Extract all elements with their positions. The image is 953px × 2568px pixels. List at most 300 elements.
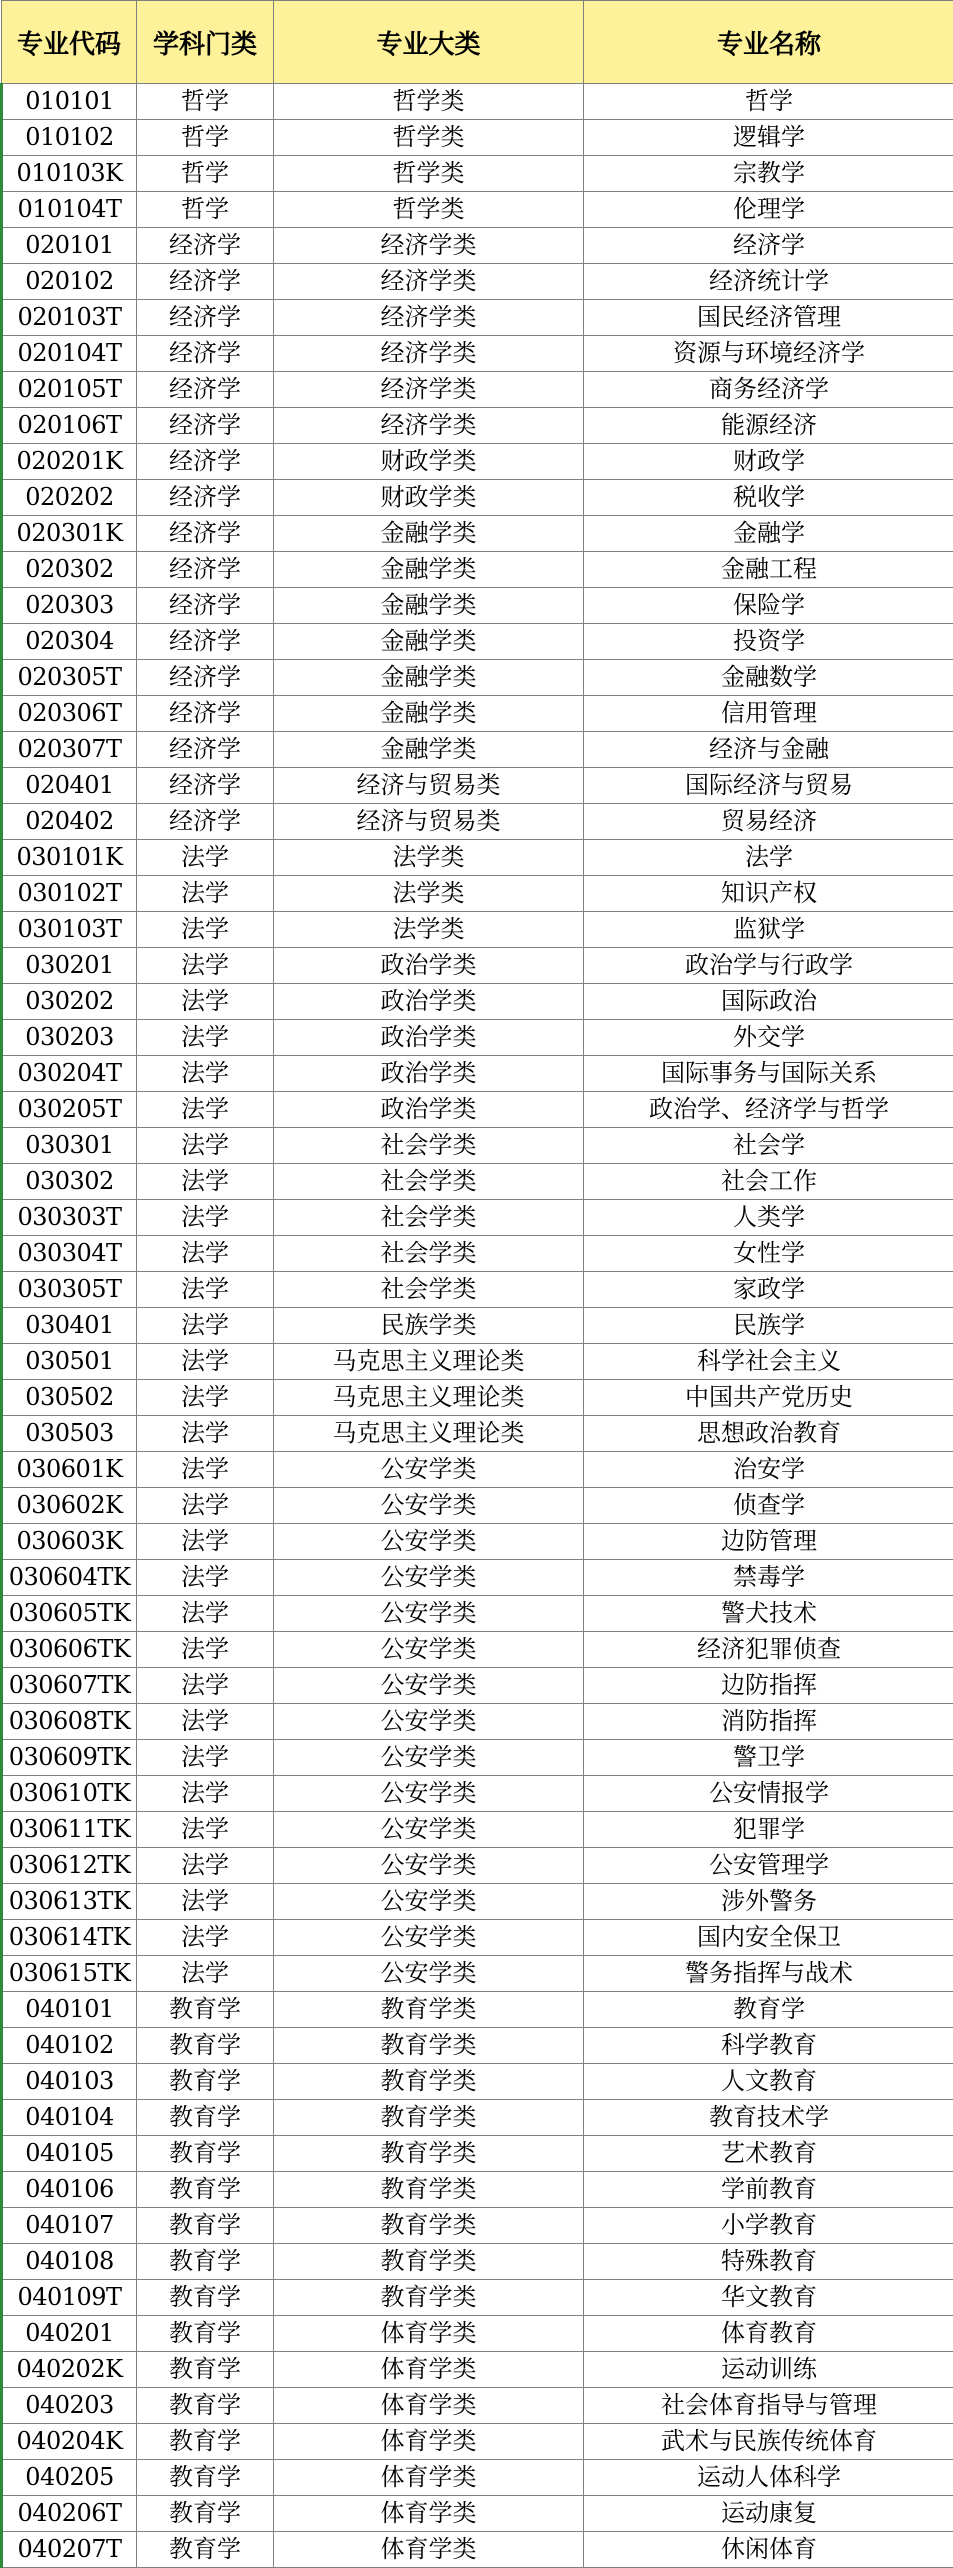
cell-major-category[interactable]: 公安学类 xyxy=(274,1632,584,1668)
cell-major-name[interactable]: 运动训练 xyxy=(584,2352,953,2388)
table-row[interactable] xyxy=(2,1020,953,1056)
cell-major-name[interactable]: 运动人体科学 xyxy=(584,2460,953,2496)
cell-major-category[interactable]: 政治学类 xyxy=(274,948,584,984)
cell-major-category[interactable]: 公安学类 xyxy=(274,1704,584,1740)
cell-major-name[interactable]: 家政学 xyxy=(584,1272,953,1308)
cell-major-category[interactable]: 教育学类 xyxy=(274,1992,584,2028)
cell-major-code[interactable]: 040207T xyxy=(2,2532,137,2568)
table-row[interactable] xyxy=(2,1092,953,1128)
cell-major-code[interactable]: 030605TK xyxy=(2,1596,137,1632)
cell-major-name[interactable]: 消防指挥 xyxy=(584,1704,953,1740)
table-row[interactable] xyxy=(2,2244,953,2280)
table-row[interactable] xyxy=(2,804,953,840)
cell-major-name[interactable]: 小学教育 xyxy=(584,2208,953,2244)
cell-major-name[interactable]: 金融学 xyxy=(584,516,953,552)
cell-major-category[interactable]: 哲学类 xyxy=(274,156,584,192)
cell-discipline[interactable]: 教育学 xyxy=(137,2496,274,2532)
table-row[interactable] xyxy=(2,2424,953,2460)
table-row[interactable] xyxy=(2,1560,953,1596)
header-major-category[interactable]: 专业大类 xyxy=(274,1,584,84)
cell-discipline[interactable]: 教育学 xyxy=(137,2100,274,2136)
table-row[interactable] xyxy=(2,1992,953,2028)
cell-discipline[interactable]: 法学 xyxy=(137,1560,274,1596)
cell-discipline[interactable]: 法学 xyxy=(137,1884,274,1920)
cell-major-category[interactable]: 法学类 xyxy=(274,876,584,912)
cell-discipline[interactable]: 法学 xyxy=(137,1668,274,1704)
cell-discipline[interactable]: 经济学 xyxy=(137,804,274,840)
cell-major-category[interactable]: 政治学类 xyxy=(274,1020,584,1056)
table-row[interactable] xyxy=(2,624,953,660)
cell-major-code[interactable]: 040107 xyxy=(2,2208,137,2244)
cell-major-code[interactable]: 040108 xyxy=(2,2244,137,2280)
cell-major-name[interactable]: 国内安全保卫 xyxy=(584,1920,953,1956)
cell-major-code[interactable]: 030103T xyxy=(2,912,137,948)
table-row[interactable] xyxy=(2,192,953,228)
cell-major-name[interactable]: 科学社会主义 xyxy=(584,1344,953,1380)
cell-major-name[interactable]: 公安情报学 xyxy=(584,1776,953,1812)
cell-major-category[interactable]: 公安学类 xyxy=(274,1596,584,1632)
cell-discipline[interactable]: 教育学 xyxy=(137,2424,274,2460)
cell-major-code[interactable]: 030611TK xyxy=(2,1812,137,1848)
cell-major-code[interactable]: 030301 xyxy=(2,1128,137,1164)
table-row[interactable] xyxy=(2,516,953,552)
cell-major-name[interactable]: 女性学 xyxy=(584,1236,953,1272)
cell-major-name[interactable]: 中国共产党历史 xyxy=(584,1380,953,1416)
cell-major-code[interactable]: 040206T xyxy=(2,2496,137,2532)
cell-major-code[interactable]: 020102 xyxy=(2,264,137,300)
cell-major-category[interactable]: 财政学类 xyxy=(274,480,584,516)
cell-major-category[interactable]: 公安学类 xyxy=(274,1668,584,1704)
cell-major-code[interactable]: 010102 xyxy=(2,120,137,156)
cell-major-category[interactable]: 马克思主义理论类 xyxy=(274,1380,584,1416)
cell-major-code[interactable]: 030303T xyxy=(2,1200,137,1236)
cell-discipline[interactable]: 教育学 xyxy=(137,2136,274,2172)
cell-major-category[interactable]: 经济与贸易类 xyxy=(274,804,584,840)
cell-major-code[interactable]: 030305T xyxy=(2,1272,137,1308)
cell-major-code[interactable]: 040204K xyxy=(2,2424,137,2460)
cell-major-code[interactable]: 030608TK xyxy=(2,1704,137,1740)
cell-discipline[interactable]: 法学 xyxy=(137,1056,274,1092)
table-row[interactable] xyxy=(2,2388,953,2424)
cell-discipline[interactable]: 法学 xyxy=(137,1020,274,1056)
table-row[interactable] xyxy=(2,1920,953,1956)
cell-major-category[interactable]: 法学类 xyxy=(274,912,584,948)
cell-discipline[interactable]: 教育学 xyxy=(137,2244,274,2280)
cell-major-name[interactable]: 华文教育 xyxy=(584,2280,953,2316)
cell-major-category[interactable]: 经济学类 xyxy=(274,372,584,408)
cell-major-category[interactable]: 哲学类 xyxy=(274,192,584,228)
table-row[interactable] xyxy=(2,768,953,804)
cell-major-category[interactable]: 金融学类 xyxy=(274,660,584,696)
cell-major-name[interactable]: 艺术教育 xyxy=(584,2136,953,2172)
cell-major-name[interactable]: 警卫学 xyxy=(584,1740,953,1776)
cell-discipline[interactable]: 经济学 xyxy=(137,624,274,660)
cell-major-code[interactable]: 030101K xyxy=(2,840,137,876)
cell-major-category[interactable]: 财政学类 xyxy=(274,444,584,480)
cell-major-name[interactable]: 商务经济学 xyxy=(584,372,953,408)
cell-major-category[interactable]: 体育学类 xyxy=(274,2460,584,2496)
table-row[interactable] xyxy=(2,2100,953,2136)
cell-major-category[interactable]: 经济学类 xyxy=(274,336,584,372)
cell-major-name[interactable]: 教育学 xyxy=(584,1992,953,2028)
cell-major-category[interactable]: 教育学类 xyxy=(274,2064,584,2100)
cell-major-name[interactable]: 保险学 xyxy=(584,588,953,624)
cell-major-category[interactable]: 教育学类 xyxy=(274,2280,584,2316)
cell-discipline[interactable]: 法学 xyxy=(137,1092,274,1128)
cell-major-code[interactable]: 020103T xyxy=(2,300,137,336)
cell-discipline[interactable]: 法学 xyxy=(137,1956,274,1992)
cell-major-code[interactable]: 030604TK xyxy=(2,1560,137,1596)
cell-major-category[interactable]: 教育学类 xyxy=(274,2028,584,2064)
cell-major-name[interactable]: 信用管理 xyxy=(584,696,953,732)
cell-major-category[interactable]: 经济与贸易类 xyxy=(274,768,584,804)
cell-major-code[interactable]: 020305T xyxy=(2,660,137,696)
table-row[interactable] xyxy=(2,1524,953,1560)
cell-discipline[interactable]: 法学 xyxy=(137,1236,274,1272)
cell-major-code[interactable]: 030613TK xyxy=(2,1884,137,1920)
cell-major-name[interactable]: 税收学 xyxy=(584,480,953,516)
cell-major-code[interactable]: 040103 xyxy=(2,2064,137,2100)
cell-major-category[interactable]: 公安学类 xyxy=(274,1776,584,1812)
cell-discipline[interactable]: 法学 xyxy=(137,1848,274,1884)
cell-discipline[interactable]: 经济学 xyxy=(137,372,274,408)
cell-major-category[interactable]: 政治学类 xyxy=(274,1092,584,1128)
table-row[interactable] xyxy=(2,1056,953,1092)
cell-major-category[interactable]: 公安学类 xyxy=(274,1884,584,1920)
cell-major-name[interactable]: 能源经济 xyxy=(584,408,953,444)
cell-discipline[interactable]: 法学 xyxy=(137,1776,274,1812)
cell-major-name[interactable]: 社会工作 xyxy=(584,1164,953,1200)
cell-major-name[interactable]: 人文教育 xyxy=(584,2064,953,2100)
cell-discipline[interactable]: 经济学 xyxy=(137,732,274,768)
cell-major-category[interactable]: 体育学类 xyxy=(274,2496,584,2532)
cell-major-category[interactable]: 体育学类 xyxy=(274,2424,584,2460)
cell-major-name[interactable]: 国际经济与贸易 xyxy=(584,768,953,804)
cell-discipline[interactable]: 法学 xyxy=(137,840,274,876)
table-row[interactable] xyxy=(2,1272,953,1308)
cell-major-code[interactable]: 030304T xyxy=(2,1236,137,1272)
cell-major-name[interactable]: 治安学 xyxy=(584,1452,953,1488)
table-row[interactable] xyxy=(2,660,953,696)
cell-major-code[interactable]: 040101 xyxy=(2,1992,137,2028)
cell-major-code[interactable]: 030606TK xyxy=(2,1632,137,1668)
cell-major-category[interactable]: 公安学类 xyxy=(274,1920,584,1956)
table-row[interactable] xyxy=(2,840,953,876)
cell-major-name[interactable]: 宗教学 xyxy=(584,156,953,192)
table-row[interactable] xyxy=(2,480,953,516)
cell-major-name[interactable]: 公安管理学 xyxy=(584,1848,953,1884)
cell-discipline[interactable]: 经济学 xyxy=(137,588,274,624)
table-row[interactable] xyxy=(2,336,953,372)
cell-major-category[interactable]: 金融学类 xyxy=(274,624,584,660)
cell-discipline[interactable]: 经济学 xyxy=(137,444,274,480)
cell-major-name[interactable]: 贸易经济 xyxy=(584,804,953,840)
cell-major-category[interactable]: 公安学类 xyxy=(274,1956,584,1992)
table-row[interactable] xyxy=(2,2064,953,2100)
table-row[interactable] xyxy=(2,1668,953,1704)
cell-major-category[interactable]: 金融学类 xyxy=(274,696,584,732)
cell-major-name[interactable]: 投资学 xyxy=(584,624,953,660)
cell-major-category[interactable]: 法学类 xyxy=(274,840,584,876)
cell-major-name[interactable]: 特殊教育 xyxy=(584,2244,953,2280)
table-row[interactable] xyxy=(2,1308,953,1344)
cell-discipline[interactable]: 法学 xyxy=(137,948,274,984)
cell-discipline[interactable]: 经济学 xyxy=(137,480,274,516)
cell-major-code[interactable]: 040102 xyxy=(2,2028,137,2064)
cell-discipline[interactable]: 法学 xyxy=(137,912,274,948)
cell-discipline[interactable]: 哲学 xyxy=(137,156,274,192)
cell-major-category[interactable]: 哲学类 xyxy=(274,84,584,120)
table-row[interactable] xyxy=(2,552,953,588)
cell-discipline[interactable]: 法学 xyxy=(137,1452,274,1488)
cell-discipline[interactable]: 教育学 xyxy=(137,2460,274,2496)
cell-discipline[interactable]: 法学 xyxy=(137,1416,274,1452)
cell-major-name[interactable]: 金融工程 xyxy=(584,552,953,588)
cell-discipline[interactable]: 法学 xyxy=(137,984,274,1020)
cell-discipline[interactable]: 法学 xyxy=(137,876,274,912)
cell-major-category[interactable]: 体育学类 xyxy=(274,2532,584,2568)
cell-major-category[interactable]: 社会学类 xyxy=(274,1200,584,1236)
cell-major-code[interactable]: 030612TK xyxy=(2,1848,137,1884)
cell-major-category[interactable]: 政治学类 xyxy=(274,1056,584,1092)
cell-major-name[interactable]: 财政学 xyxy=(584,444,953,480)
table-row[interactable] xyxy=(2,2208,953,2244)
cell-major-name[interactable]: 边防指挥 xyxy=(584,1668,953,1704)
table-row[interactable] xyxy=(2,444,953,480)
cell-major-name[interactable]: 警犬技术 xyxy=(584,1596,953,1632)
cell-major-name[interactable]: 科学教育 xyxy=(584,2028,953,2064)
cell-discipline[interactable]: 经济学 xyxy=(137,300,274,336)
cell-major-code[interactable]: 020105T xyxy=(2,372,137,408)
cell-discipline[interactable]: 法学 xyxy=(137,1596,274,1632)
cell-major-name[interactable]: 涉外警务 xyxy=(584,1884,953,1920)
table-row[interactable] xyxy=(2,588,953,624)
cell-major-category[interactable]: 金融学类 xyxy=(274,516,584,552)
cell-major-category[interactable]: 社会学类 xyxy=(274,1164,584,1200)
cell-major-category[interactable]: 经济学类 xyxy=(274,300,584,336)
cell-major-code[interactable]: 030401 xyxy=(2,1308,137,1344)
table-row[interactable] xyxy=(2,948,953,984)
cell-discipline[interactable]: 法学 xyxy=(137,1920,274,1956)
cell-major-code[interactable]: 030603K xyxy=(2,1524,137,1560)
cell-discipline[interactable]: 教育学 xyxy=(137,2208,274,2244)
cell-discipline[interactable]: 经济学 xyxy=(137,408,274,444)
table-row[interactable] xyxy=(2,2172,953,2208)
cell-major-category[interactable]: 马克思主义理论类 xyxy=(274,1344,584,1380)
cell-major-category[interactable]: 社会学类 xyxy=(274,1236,584,1272)
cell-major-name[interactable]: 国民经济管理 xyxy=(584,300,953,336)
cell-major-code[interactable]: 020301K xyxy=(2,516,137,552)
cell-major-code[interactable]: 040105 xyxy=(2,2136,137,2172)
table-row[interactable] xyxy=(2,876,953,912)
cell-major-name[interactable]: 警务指挥与战术 xyxy=(584,1956,953,1992)
cell-major-name[interactable]: 人类学 xyxy=(584,1200,953,1236)
cell-major-name[interactable]: 经济学 xyxy=(584,228,953,264)
cell-discipline[interactable]: 经济学 xyxy=(137,768,274,804)
table-row[interactable] xyxy=(2,1344,953,1380)
cell-major-name[interactable]: 伦理学 xyxy=(584,192,953,228)
table-row[interactable] xyxy=(2,1416,953,1452)
cell-major-code[interactable]: 010103K xyxy=(2,156,137,192)
cell-major-name[interactable]: 思想政治教育 xyxy=(584,1416,953,1452)
cell-major-code[interactable]: 040202K xyxy=(2,2352,137,2388)
table-row[interactable] xyxy=(2,2136,953,2172)
cell-discipline[interactable]: 经济学 xyxy=(137,336,274,372)
cell-major-name[interactable]: 休闲体育 xyxy=(584,2532,953,2568)
cell-major-name[interactable]: 运动康复 xyxy=(584,2496,953,2532)
table-row[interactable] xyxy=(2,1812,953,1848)
cell-major-category[interactable]: 经济学类 xyxy=(274,264,584,300)
cell-major-category[interactable]: 公安学类 xyxy=(274,1740,584,1776)
cell-major-code[interactable]: 030601K xyxy=(2,1452,137,1488)
cell-discipline[interactable]: 经济学 xyxy=(137,696,274,732)
cell-discipline[interactable]: 法学 xyxy=(137,1488,274,1524)
cell-discipline[interactable]: 法学 xyxy=(137,1128,274,1164)
cell-major-code[interactable]: 040104 xyxy=(2,2100,137,2136)
table-row[interactable] xyxy=(2,300,953,336)
cell-major-code[interactable]: 020104T xyxy=(2,336,137,372)
cell-discipline[interactable]: 教育学 xyxy=(137,2388,274,2424)
table-row[interactable] xyxy=(2,1740,953,1776)
cell-major-code[interactable]: 020101 xyxy=(2,228,137,264)
cell-discipline[interactable]: 经济学 xyxy=(137,552,274,588)
table-row[interactable] xyxy=(2,2352,953,2388)
cell-major-category[interactable]: 教育学类 xyxy=(274,2100,584,2136)
table-row[interactable] xyxy=(2,1200,953,1236)
table-row[interactable] xyxy=(2,156,953,192)
cell-discipline[interactable]: 经济学 xyxy=(137,660,274,696)
cell-major-code[interactable]: 040203 xyxy=(2,2388,137,2424)
cell-major-code[interactable]: 030205T xyxy=(2,1092,137,1128)
cell-discipline[interactable]: 哲学 xyxy=(137,84,274,120)
table-row[interactable] xyxy=(2,264,953,300)
cell-discipline[interactable]: 经济学 xyxy=(137,264,274,300)
cell-major-name[interactable]: 教育技术学 xyxy=(584,2100,953,2136)
cell-major-category[interactable]: 民族学类 xyxy=(274,1308,584,1344)
cell-major-name[interactable]: 体育教育 xyxy=(584,2316,953,2352)
table-row[interactable] xyxy=(2,1128,953,1164)
table-row[interactable] xyxy=(2,2280,953,2316)
cell-major-code[interactable]: 020302 xyxy=(2,552,137,588)
cell-major-name[interactable]: 经济与金融 xyxy=(584,732,953,768)
cell-major-category[interactable]: 公安学类 xyxy=(274,1848,584,1884)
table-row[interactable] xyxy=(2,1848,953,1884)
cell-major-code[interactable]: 030203 xyxy=(2,1020,137,1056)
cell-major-code[interactable]: 020306T xyxy=(2,696,137,732)
header-major-code[interactable]: 专业代码 xyxy=(2,1,137,84)
cell-discipline[interactable]: 法学 xyxy=(137,1308,274,1344)
cell-discipline[interactable]: 教育学 xyxy=(137,2172,274,2208)
table-row[interactable] xyxy=(2,2496,953,2532)
cell-major-code[interactable]: 040109T xyxy=(2,2280,137,2316)
table-row[interactable] xyxy=(2,1704,953,1740)
cell-major-code[interactable]: 030502 xyxy=(2,1380,137,1416)
cell-discipline[interactable]: 教育学 xyxy=(137,2316,274,2352)
cell-major-code[interactable]: 030201 xyxy=(2,948,137,984)
cell-major-name[interactable]: 社会学 xyxy=(584,1128,953,1164)
cell-major-code[interactable]: 030503 xyxy=(2,1416,137,1452)
cell-major-category[interactable]: 社会学类 xyxy=(274,1272,584,1308)
cell-major-category[interactable]: 教育学类 xyxy=(274,2244,584,2280)
cell-major-name[interactable]: 侦查学 xyxy=(584,1488,953,1524)
cell-major-name[interactable]: 知识产权 xyxy=(584,876,953,912)
table-row[interactable] xyxy=(2,120,953,156)
table-row[interactable] xyxy=(2,1164,953,1200)
cell-major-code[interactable]: 030610TK xyxy=(2,1776,137,1812)
cell-major-name[interactable]: 哲学 xyxy=(584,84,953,120)
cell-major-category[interactable]: 教育学类 xyxy=(274,2172,584,2208)
cell-discipline[interactable]: 法学 xyxy=(137,1632,274,1668)
table-row[interactable] xyxy=(2,2460,953,2496)
table-row[interactable] xyxy=(2,84,953,120)
table-row[interactable] xyxy=(2,228,953,264)
cell-major-code[interactable]: 030204T xyxy=(2,1056,137,1092)
cell-major-category[interactable]: 公安学类 xyxy=(274,1488,584,1524)
cell-major-code[interactable]: 030202 xyxy=(2,984,137,1020)
cell-major-name[interactable]: 政治学、经济学与哲学 xyxy=(584,1092,953,1128)
cell-major-category[interactable]: 公安学类 xyxy=(274,1524,584,1560)
cell-major-name[interactable]: 学前教育 xyxy=(584,2172,953,2208)
cell-discipline[interactable]: 经济学 xyxy=(137,228,274,264)
cell-discipline[interactable]: 教育学 xyxy=(137,2352,274,2388)
cell-major-code[interactable]: 020201K xyxy=(2,444,137,480)
cell-discipline[interactable]: 哲学 xyxy=(137,192,274,228)
table-row[interactable] xyxy=(2,372,953,408)
table-row[interactable] xyxy=(2,1956,953,1992)
cell-major-code[interactable]: 030615TK xyxy=(2,1956,137,1992)
table-row[interactable] xyxy=(2,1596,953,1632)
cell-major-name[interactable]: 禁毒学 xyxy=(584,1560,953,1596)
cell-discipline[interactable]: 法学 xyxy=(137,1164,274,1200)
cell-major-code[interactable]: 030602K xyxy=(2,1488,137,1524)
cell-major-name[interactable]: 外交学 xyxy=(584,1020,953,1056)
cell-major-code[interactable]: 010104T xyxy=(2,192,137,228)
cell-discipline[interactable]: 法学 xyxy=(137,1740,274,1776)
cell-major-code[interactable]: 020307T xyxy=(2,732,137,768)
cell-major-category[interactable]: 金融学类 xyxy=(274,732,584,768)
table-row[interactable] xyxy=(2,2316,953,2352)
table-row[interactable] xyxy=(2,1380,953,1416)
cell-discipline[interactable]: 法学 xyxy=(137,1200,274,1236)
cell-major-name[interactable]: 经济犯罪侦查 xyxy=(584,1632,953,1668)
cell-major-category[interactable]: 公安学类 xyxy=(274,1560,584,1596)
table-row[interactable] xyxy=(2,984,953,1020)
cell-discipline[interactable]: 教育学 xyxy=(137,1992,274,2028)
cell-major-name[interactable]: 民族学 xyxy=(584,1308,953,1344)
cell-major-name[interactable]: 监狱学 xyxy=(584,912,953,948)
cell-major-code[interactable]: 040106 xyxy=(2,2172,137,2208)
table-row[interactable] xyxy=(2,408,953,444)
cell-major-category[interactable]: 体育学类 xyxy=(274,2352,584,2388)
cell-major-code[interactable]: 040201 xyxy=(2,2316,137,2352)
cell-major-code[interactable]: 030501 xyxy=(2,1344,137,1380)
cell-major-code[interactable]: 030302 xyxy=(2,1164,137,1200)
header-major-name[interactable]: 专业名称 xyxy=(584,1,953,84)
cell-discipline[interactable]: 经济学 xyxy=(137,516,274,552)
cell-discipline[interactable]: 教育学 xyxy=(137,2532,274,2568)
table-row[interactable] xyxy=(2,1488,953,1524)
cell-major-code[interactable]: 010101 xyxy=(2,84,137,120)
cell-major-category[interactable]: 体育学类 xyxy=(274,2388,584,2424)
cell-discipline[interactable]: 法学 xyxy=(137,1272,274,1308)
cell-major-name[interactable]: 金融数学 xyxy=(584,660,953,696)
cell-major-category[interactable]: 社会学类 xyxy=(274,1128,584,1164)
cell-major-category[interactable]: 公安学类 xyxy=(274,1452,584,1488)
table-row[interactable] xyxy=(2,732,953,768)
cell-major-name[interactable]: 边防管理 xyxy=(584,1524,953,1560)
cell-major-category[interactable]: 经济学类 xyxy=(274,228,584,264)
cell-discipline[interactable]: 法学 xyxy=(137,1380,274,1416)
